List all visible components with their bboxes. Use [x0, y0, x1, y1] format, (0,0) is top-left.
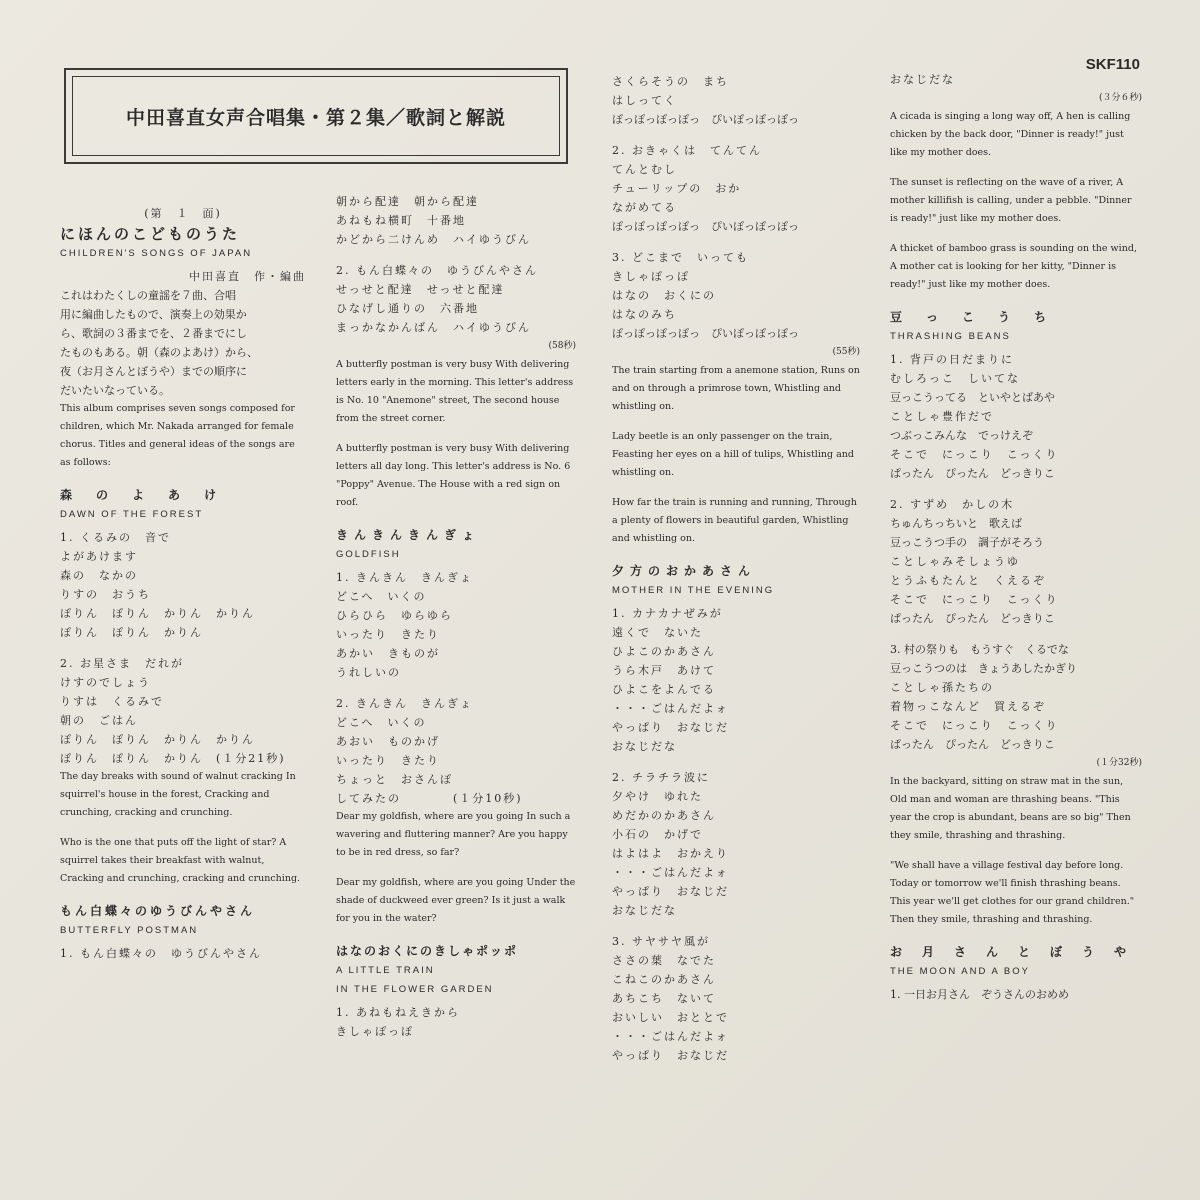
lyric-line: 朝から配達 朝から配達 [336, 195, 479, 208]
lyric-line: あちこち ないて [612, 992, 716, 1005]
translation: A butterfly postman is very busy With delivering letters early in the morning. This letter's address is No. 10 "Anemone" street, The second house from the street corner. [336, 359, 574, 424]
lyrics-verse [60, 528, 306, 642]
translation: The sunset is reflecting on the wave of a river, A mother killifish is calling, under a pebble. "Dinner is ready!" just like my mother does. [890, 177, 1132, 224]
column-3 [612, 72, 860, 1065]
lyric-line: 1. もん白蝶々の ゆうびんやさん [60, 947, 262, 960]
translation: The day breaks with sound of walnut cracking In squirrel's house in the forest, Cracking and crunching, cracking and crunching. [60, 771, 296, 818]
song-title-jp: 森 の よ あ け [60, 488, 223, 502]
song-title-jp: もん白蝶々のゆうびんやさん [60, 904, 256, 918]
translation: In the backyard, sitting on straw mat in the sun, Old man and woman are thrashing beans. "This year the crop is abundant, beans are so big" Then they smile, thrashing and thrashing. [890, 776, 1131, 841]
lyric-line: おいしい おととで [612, 1011, 729, 1024]
intro-jp [60, 286, 306, 400]
lyric-line: いったり きたり [336, 628, 440, 641]
intro-line: だいたいなっている。 [60, 384, 170, 397]
duration: (１分32秒) [1096, 758, 1142, 768]
lyric-line: どこへ いくの [336, 590, 427, 603]
lyric-line: おなじだな [612, 904, 677, 917]
lyric-line: ことしゃ孫たちの [890, 681, 994, 694]
lyric-line: つぶっこみんな でっけえぞ [890, 429, 1033, 442]
translation: A thicket of bamboo grass is sounding on the wind, A mother cat is looking for her kitty, "Dinner is ready!" just like my mother does. [890, 243, 1137, 290]
song-title-jp: 豆 っ こ う ち [890, 310, 1053, 324]
credit: 中田喜直 作・編曲 [189, 270, 306, 283]
intro-line: 夜（お月さんとぼうや）までの順序に [60, 365, 247, 378]
lyric-line: ぽりん ぽりん かりん かりん [60, 733, 255, 746]
song-title-en: DAWN OF THE FOREST [60, 509, 204, 520]
lyric-line: 森の なかの [60, 569, 138, 582]
lyric-line: 小石の かげで [612, 828, 703, 841]
column-2 [336, 192, 576, 1041]
lyric-line: 2. きんきん きんぎょ [336, 697, 473, 710]
lyric-line: あおい ものかげ [336, 735, 440, 748]
album-title: にほんのこどものうた [60, 225, 241, 243]
lyric-line: 2. お星さま だれが [60, 657, 184, 670]
lyric-line: けすのでしょう [60, 676, 151, 689]
lyric-line: 3. サヤサヤ風が [612, 935, 710, 948]
lyric-line: ひよこをよんでる [612, 683, 716, 696]
translation: Dear my goldfish, where are you going Under the shade of duckweed ever green? Is it just a walk for you in the water? [336, 877, 576, 924]
lyric-line: ささの葉 なでた [612, 954, 716, 967]
lyric-line: まっかなかんばん ハイゆうびん [336, 321, 531, 334]
lyric-line: 2. おきゃくは てんてん [612, 144, 762, 157]
lyric-line: やっぱり おなじだ [612, 721, 729, 734]
song-title-jp: お 月 さ ん と ぼ う や [890, 945, 1131, 959]
lyric-line: ぽりん ぽりん かりん (１分21秒) [60, 752, 286, 765]
lyric-line: はなのみち [612, 308, 677, 321]
lyric-line: チューリップの おか [612, 182, 742, 195]
lyric-line: 朝の ごはん [60, 714, 138, 727]
lyric-line: ・・・ごはんだよォ [612, 702, 729, 715]
lyric-line: せっせと配達 せっせと配達 [336, 283, 505, 296]
song-title-jp: はなのおくにのきしゃポッポ [336, 944, 519, 958]
lyric-line: はなの おくにの [612, 289, 716, 302]
lyric-line: 3. どこまで いっても [612, 251, 749, 264]
catalog-duration: (３分６秒) [1098, 93, 1142, 103]
lyric-line: きしゃぽっぽ [612, 270, 690, 283]
lyric-line: ながめてる [612, 201, 677, 214]
lyric-line: 遠くで ないた [612, 626, 703, 639]
album-title-en: CHILDREN'S SONGS OF JAPAN [60, 248, 253, 259]
lyric-line: 豆っこうつのは きょうあしたかぎり [890, 662, 1077, 675]
lyric-line: ことしゃ豊作だで [890, 410, 994, 423]
lyric-line: 2. もん白蝶々の ゆうびんやさん [336, 264, 538, 277]
lyric-line: ・・・ごはんだよォ [612, 1030, 729, 1043]
translation: Lady beetle is an only passenger on the train, Feasting her eyes on a hill of tulips, Whistling and whistling on. [612, 431, 854, 478]
lyric-line: ぽっぽっぽっぽっ ぴいぽっぽっぽっ [612, 327, 799, 340]
lyric-line: ぱったん ぴったん どっきりこ [890, 612, 1055, 625]
lyric-line: りすは くるみで [60, 695, 164, 708]
side-label: (第 １ 面) [144, 207, 222, 220]
lyric-line: ひらひら ゆらゆら [336, 609, 453, 622]
intro-en: This album comprises seven songs composed for children, which Mr. Nakada arranged for female chorus. Titles and general ideas of the songs are as follows: [60, 403, 295, 468]
translation: "We shall have a village festival day before long. Today or tomorrow we'll finish thrashing beans. This year we'll get clothes for our grand children." Then they smile, thrashing and thrashing. [890, 860, 1135, 925]
lyric-line: ひよこのかあさん [612, 645, 716, 658]
lyric-line: 2. すずめ かしの木 [890, 498, 1015, 511]
lyric-line: てんとむし [612, 163, 677, 176]
translation: The train starting from a anemone station, Runs on and on through a primrose town, Whistling and whistling on. [612, 365, 860, 412]
lyric-line: ぽりん ぽりん かりん [60, 626, 203, 639]
lyric-line: ・・・ごはんだよォ [612, 866, 729, 879]
lyric-line: 着物っこなんど 買えるぞ [890, 700, 1046, 713]
lyric-line: 豆っこうつ手の 調子がそろう [890, 536, 1044, 549]
lyric-line: ぽりん ぽりん かりん かりん [60, 607, 255, 620]
lyric-line: どこへ いくの [336, 716, 427, 729]
lyric-line: めだかのかあさん [612, 809, 716, 822]
lyric-line: 3. 村の祭りも もうすぐ くるでな [890, 643, 1069, 656]
song-title-en: IN THE FLOWER GARDEN [336, 984, 494, 995]
song-title-en: THRASHING BEANS [890, 331, 1011, 342]
translation: A butterfly postman is very busy With delivering letters all day long. This letter's address is No. 6 "Poppy" Avenue. The House with a red sign on roof. [336, 443, 571, 508]
lyric-line: ぱったん ぴったん どっきりこ [890, 467, 1055, 480]
lyric-line: してみたの (１分10秒) [336, 792, 523, 805]
lyric-line: あかい きものが [336, 647, 440, 660]
lyric-line: ちょっと おさんぽ [336, 773, 453, 786]
lyric-line: 1. 一日お月さん ぞうさんのおめめ [890, 988, 1069, 1001]
song-title-en: BUTTERFLY POSTMAN [60, 925, 199, 936]
lyric-line: ぽっぽっぽっぽっ ぴいぽっぽっぽっ [612, 220, 799, 233]
intro-line: 用に編曲したもので、演奏上の効果か [60, 308, 247, 321]
lyric-line: はしってく [612, 94, 677, 107]
lyric-line: ぱったん ぴったん どっきりこ [890, 738, 1055, 751]
intro-line: これはわたくしの童謡を７曲、合唱 [60, 289, 236, 302]
lyric-line: 夕やけ ゆれた [612, 790, 703, 803]
lyric-line: 1. 背戸の日だまりに [890, 353, 1014, 366]
lyric-line: とうふもたんと くえるぞ [890, 574, 1046, 587]
lyric-line: 豆っこうってる といやとばあや [890, 391, 1055, 404]
lyric-line: 1. きんきん きんぎょ [336, 571, 473, 584]
lyric-line: おなじだな [612, 740, 677, 753]
lyrics-verse [60, 654, 306, 768]
lyric-line: やっぱり おなじだ [612, 885, 729, 898]
song-title-jp: 夕方のおかあさん [612, 564, 757, 578]
lyric-line: よがあけます [60, 550, 138, 563]
lyric-line: こねこのかあさん [612, 973, 716, 986]
lyric-line: うれしいの [336, 666, 401, 679]
lyric-line: やっぱり おなじだ [612, 1049, 729, 1062]
lyric-line: 1. カナカナぜみが [612, 607, 723, 620]
duration: (58秒) [548, 341, 576, 351]
song-title-en: THE MOON AND A BOY [890, 966, 1030, 977]
page-title: 中田喜直女声合唱集・第２集／歌詞と解説 [72, 76, 560, 156]
lyric-line: ぽっぽっぽっぽっ ぴいぽっぽっぽっ [612, 113, 799, 126]
song-title-en: A LITTLE TRAIN [336, 965, 435, 976]
lyric-line: そこで にっこり こっくり [890, 448, 1059, 461]
lyric-line: きしゃぽっぽ [336, 1025, 414, 1038]
lyric-line: りすの おうち [60, 588, 151, 601]
lyric-line: さくらそうの まち [612, 75, 729, 88]
lyric-line: ちゅんちっちいと 歌えば [890, 517, 1022, 530]
song-title-en: MOTHER IN THE EVENING [612, 585, 775, 596]
lyric-line: いったり きたり [336, 754, 440, 767]
song-title-en: GOLDFISH [336, 549, 401, 560]
translation: How far the train is running and running, Through a plenty of flowers in beautiful garden, Whistling and whistling on. [612, 497, 857, 544]
lyric-line: ことしゃみそしょうゆ [890, 555, 1020, 568]
translation: Dear my goldfish, where are you going In such a wavering and fluttering manner? Are you happy to be in red dress, so far? [336, 811, 571, 858]
title-box [64, 68, 568, 164]
lyric-line: あねもね横町 十番地 [336, 214, 466, 227]
lyric-line: 2. チラチラ波に [612, 771, 710, 784]
catalog-code: SKF110 [1085, 56, 1140, 73]
lyric-line: ひなげし通りの 六番地 [336, 302, 479, 315]
translation: A cicada is singing a long way off, A hen is calling chicken by the back door, "Dinner is ready!" just like my mother does. [890, 111, 1131, 158]
lyric-line: かどから二けんめ ハイゆうびん [336, 233, 531, 246]
song-title-jp: きんきんきんぎょ [336, 528, 481, 542]
intro-line: ら、歌詞の３番までを、２番までにし [60, 327, 247, 340]
lyric-line: うら木戸 あけて [612, 664, 716, 677]
lyric-line: 1. あねもねえきから [336, 1006, 460, 1019]
lyric-line: そこで にっこり こっくり [890, 719, 1059, 732]
column-4 [890, 70, 1142, 1004]
lyric-line: はよはよ おかえり [612, 847, 729, 860]
column-1 [60, 204, 306, 963]
translation: Who is the one that puts off the light of star? A squirrel takes their breakfast with walnut, Cracking and crunching, cracking and crunching. [60, 837, 301, 884]
lyric-line: むしろっこ しいてな [890, 372, 1020, 385]
intro-line: たものもある。朝（森のよあけ）から、 [60, 346, 258, 359]
lyric-line: 1. くるみの 音で [60, 531, 171, 544]
duration: (55秒) [832, 347, 860, 357]
lyric-line: おなじだな [890, 73, 955, 86]
lyric-line: そこで にっこり こっくり [890, 593, 1059, 606]
